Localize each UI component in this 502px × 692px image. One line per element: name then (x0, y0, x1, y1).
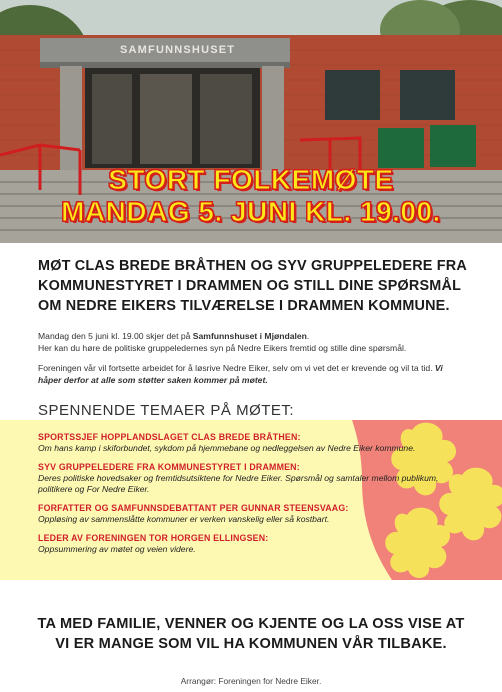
theme-title: LEDER AV FORENINGEN TOR HORGEN ELLINGSEN: (38, 533, 269, 543)
headline-title: STORT FOLKEMØTE (108, 164, 394, 195)
theme-title: FORFATTER OG SAMFUNNSDEBATTANT PER GUNNAR STEENSVAAG: (38, 503, 349, 513)
theme-item (38, 462, 468, 495)
themes-list (38, 432, 468, 563)
building-sign: SAMFUNNSHUSET (120, 44, 236, 56)
event-details-line2: Her kan du høre de politiske gruppeledernes syn på Nedre Eikers fremtid og stille dine spørsmål. (38, 343, 407, 353)
theme-title: SPORTSSJEF HOPPLANDSLAGET CLAS BREDE BRÅTHEN: (38, 432, 301, 442)
association-text: Foreningen vår vil fortsette arbeidet for å løsrive Nedre Eiker, selv om vi vet det er krevende og vil ta tid. (38, 363, 435, 373)
event-details-prefix: Mandag den 5 juni kl. 19.00 skjer det på (38, 331, 193, 341)
closing-call-to-action: TA MED FAMILIE, VENNER OG KJENTE OG LA OSS VISE AT VI ER MANGE SOM VIL HA KOMMUNEN VÅR TILBAKE. (37, 616, 465, 652)
headline-date: MANDAG 5. JUNI KL. 19.00. (61, 196, 441, 227)
theme-title: SYV GRUPPELEDERE FRA KOMMUNESTYRET I DRAMMEN: (38, 462, 300, 472)
event-details (38, 330, 468, 354)
theme-item (38, 533, 468, 555)
theme-item (38, 432, 468, 454)
association-emphasis: Vi håper derfor at alle som støtter saken kommer på møtet. (38, 363, 443, 385)
lead-paragraph: MØT CLAS BREDE BRÅTHEN OG SYV GRUPPELEDERE FRA KOMMUNESTYRET I DRAMMEN OG STILL DINE SPØRSMÅL OM NEDRE EIKERS TILVÆRELSE I DRAMMEN KOMMUNE. (38, 258, 467, 314)
venue-name: Samfunnshuset i Mjøndalen (192, 331, 307, 341)
theme-item (38, 503, 468, 525)
organizer-footer: Arrangør: Foreningen for Nedre Eiker. (180, 676, 322, 686)
event-details-suffix: . (306, 331, 310, 341)
theme-description: Oppløsing av sammenslåtte kommuner er verken vanskelig eller så kostbart. (38, 514, 330, 524)
themes-heading: SPENNENDE TEMAER PÅ MØTET: (38, 402, 295, 419)
association-statement (38, 362, 468, 386)
hero-photo (0, 0, 502, 243)
theme-description: Deres politiske hovedsaker og fremtidsutsiktene for Nedre Eiker. Spørsmål og samtaler mellom publikum, politikere og For Nedre Eiker. (38, 473, 439, 494)
theme-description: Om hans kamp i skiforbundet, sykdom på hjemmebane og nedleggelsen av Nedre Eiker kommune. (38, 443, 416, 453)
theme-description: Oppsummering av møtet og veien videre. (38, 544, 196, 554)
